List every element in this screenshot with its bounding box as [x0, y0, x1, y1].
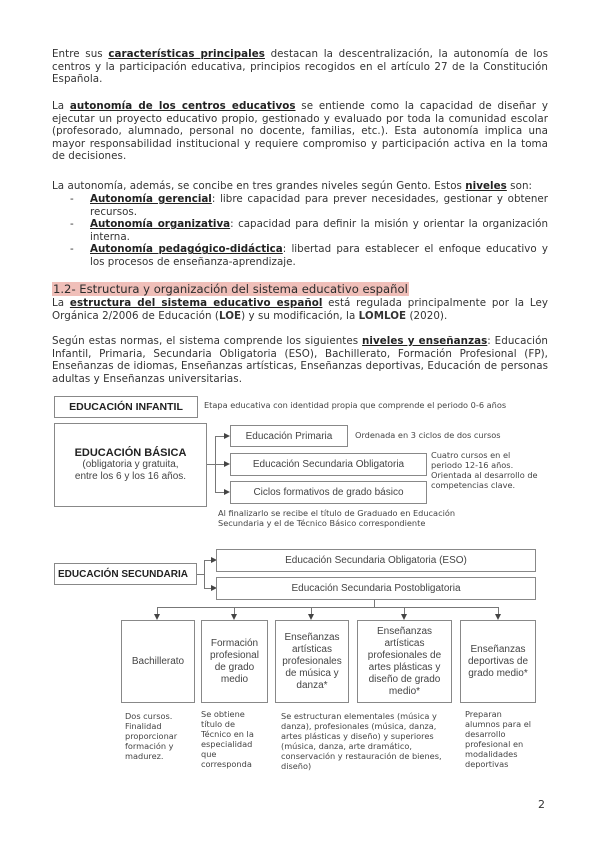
key-term: autonomía de los centros educativos: [69, 100, 296, 112]
text: La: [52, 100, 70, 112]
note-fp: Se obtiene título de Técnico en la especialidad que corresponda: [201, 709, 254, 769]
connector-line: [204, 560, 205, 588]
text: se entiende como la capacidad de diseñar y ejecutar un proyecto educativo propio, gestionado y evaluado por toda la comunidad escolar (profesorado, alumnado, personal no docente, familias, etc.). Esta autonomía implica una mayor responsabilidad institucional y requiere compromiso y participación activa en la toma de decisiones.: [52, 100, 548, 163]
box-artisticas-artes-plasticas: Enseñanzas artísticas profesionales de artes plásticas y diseño de grado medio*: [357, 620, 452, 703]
text: : Educación Infantil, Primaria, Secundaria Obligatoria (ESO), Bachillerato, Formación Profesional (FP), Enseñanzas de idiomas, Enseñanzas artísticas, Enseñanzas deportivas, Educación de personas adultas y Enseñanzas universitarias.: [52, 335, 549, 385]
note-primaria: Ordenada en 3 ciclos de dos cursos: [355, 430, 501, 440]
paragraph-levels-teachings: [52, 335, 548, 385]
box-educacion-secundaria: EDUCACIÓN SECUNDARIA: [54, 563, 197, 585]
section-heading: 1.2- Estructura y organización del sistema educativo español: [53, 282, 408, 296]
note-final-basica: Al finalizarlo se recibe el título de Graduado en Educación Secundaria y el de Técnico Básico correspondiente: [218, 508, 456, 528]
bullet-dash: -: [70, 243, 74, 256]
level-description: : libertad para establecer el enfoque educativo y los procesos de enseñanza-aprendizaje.: [90, 243, 549, 268]
connector-line: [207, 464, 215, 465]
text: destacan la descentralización, la autonomía de los centros y la participación educativa, principios recogidos en el artículo 27 de la Constitución Española.: [52, 48, 549, 86]
box-educacion-primaria: Educación Primaria: [230, 425, 348, 447]
text: Entre sus: [52, 48, 109, 60]
paragraph-autonomy-levels: [52, 180, 548, 193]
box-educacion-infantil: EDUCACIÓN INFANTIL: [54, 396, 198, 418]
text: La autonomía, además, se concibe en tres grandes niveles según Gento. Estos: [52, 180, 466, 192]
box-artisticas-musica-danza: Enseñanzas artísticas profesionales de música y danza*: [275, 620, 349, 703]
list-item: [70, 243, 548, 268]
paragraph-structure: [52, 297, 548, 322]
box-educacion-basica: [54, 423, 207, 507]
page-number: 2: [538, 798, 545, 811]
text: La: [52, 297, 70, 309]
basica-subtitle: (obligatoria y gratuita,: [82, 459, 179, 470]
box-eso-secundaria: Educación Secundaria Obligatoria (ESO): [216, 549, 536, 572]
basica-subtitle: entre los 6 y los 16 años.: [74, 471, 187, 482]
level-description: : capacidad para definir la misión y orientar la organización interna.: [90, 218, 548, 243]
note-eso: Cuatro cursos en el periodo 12-16 años. Orientada al desarrollo de competencias clave.: [431, 450, 538, 490]
basica-title: EDUCACIÓN BÁSICA: [74, 447, 187, 459]
key-term: características principales: [108, 48, 265, 60]
box-postobligatoria: Educación Secundaria Postobligatoria: [216, 577, 536, 600]
key-term: estructura del sistema educativo español: [69, 297, 323, 309]
list-item: [70, 193, 548, 218]
list-item: [70, 218, 548, 243]
bullet-dash: -: [70, 193, 74, 205]
box-bachillerato: Bachillerato: [121, 620, 195, 703]
law-acronym: LOE: [218, 309, 242, 322]
box-deportivas: Enseñanzas deportivas de grado medio*: [460, 620, 536, 703]
note-deportivas: Preparan alumnos para el desarrollo profesional en modalidades deportivas: [465, 709, 532, 769]
box-ciclos-basico: Ciclos formativos de grado básico: [230, 481, 427, 504]
text: (2020).: [406, 309, 448, 322]
level-term: Autonomía gerencial: [90, 193, 212, 205]
connector-line: [197, 574, 204, 575]
level-term: Autonomía organizativa: [90, 218, 231, 231]
text: son:: [506, 180, 533, 192]
text: ) y su modificación, la: [241, 309, 359, 322]
text: está regulada principalmente por la Ley Orgánica 2/2006 de Educación (: [52, 297, 548, 322]
autonomy-levels-list: [70, 193, 548, 269]
paragraph-school-autonomy: [52, 100, 548, 163]
note-bachillerato: Dos cursos. Finalidad proporcionar formación y madurez.: [125, 711, 178, 761]
paragraph-main-features: [52, 48, 548, 86]
level-description: : libre capacidad para prever necesidades, gestionar y obtener recursos.: [90, 193, 548, 218]
level-term: Autonomía pedagógico-didáctica: [90, 243, 283, 256]
box-eso: Educación Secundaria Obligatoria: [230, 453, 427, 476]
law-acronym: LOMLOE: [358, 309, 407, 322]
box-fp-grado-medio: Formación profesional de grado medio: [201, 620, 268, 703]
bullet-dash: -: [70, 218, 74, 231]
key-term: niveles y enseñanzas: [362, 335, 488, 347]
note-infantil: Etapa educativa con identidad propia que comprende el periodo 0-6 años: [204, 400, 507, 410]
note-artisticas: Se estructuran elementales (música y danza), profesionales (música, danza, artes plásticas y diseño) y superiores (música, danza, arte dramático, conservación y restauración de bienes, diseño): [281, 711, 442, 771]
text: Según estas normas, el sistema comprende los siguientes: [52, 335, 363, 347]
key-term: niveles: [465, 180, 507, 192]
connector-line: [157, 607, 499, 608]
